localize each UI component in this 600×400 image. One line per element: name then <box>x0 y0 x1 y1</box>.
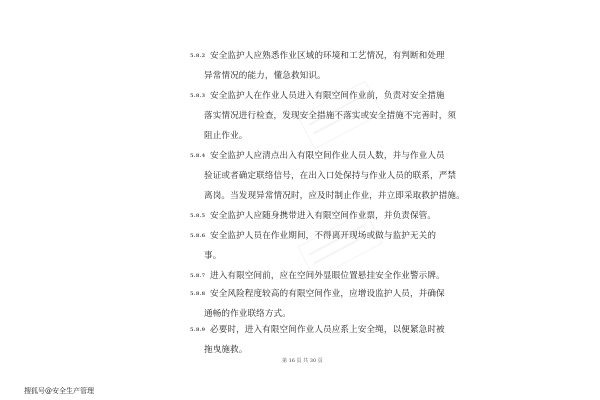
clause-text: 必要时，进入有限空间作业人员应系上安全绳，以便紧急时被 <box>210 325 445 335</box>
clause-text: 通畅的作业联络方式。 <box>204 309 291 319</box>
clause-number: 5.8.6 <box>190 233 206 239</box>
clause-number: 5.8.8 <box>190 291 206 297</box>
clause-text: 事。 <box>204 251 222 261</box>
clause-5-8-8 <box>190 284 445 324</box>
clause-text: 安全监护人员在作业期间，不得离开现场或做与监护无关的 <box>210 231 437 241</box>
clause-text: 验证或者确定联络信号，在出入口处保持与作业人员的联系，严禁 <box>204 171 457 181</box>
clause-5-8-2 <box>190 46 445 86</box>
clause-text: 安全监护人应熟悉作业区域的环境和工艺情况，有判断和处理 <box>210 51 445 61</box>
clause-text: 离岗。当发现异常情况时，应及时制止作业，并立即采取救护措施。 <box>204 191 465 201</box>
clause-number: 5.8.3 <box>190 93 206 99</box>
clause-text: 进入有限空间前，应在空间外显眼位置悬挂安全作业警示牌。 <box>210 271 445 281</box>
clause-number: 5.8.7 <box>190 273 206 279</box>
source-watermark: 搜狐号@安全生产管理 <box>24 387 94 395</box>
clause-text: 安全监护人在作业人员进入有限空间作业前，负责对安全措施 <box>210 91 445 101</box>
clause-text: 安全监护人应清点出入有限空间作业人员人数，并与作业人员 <box>210 151 445 161</box>
clause-number: 5.8.5 <box>190 213 206 219</box>
clause-number: 5.8.2 <box>190 53 206 59</box>
clause-5-8-4 <box>190 146 465 206</box>
clause-text: 安全风险程度较高的有限空间作业，应增设监护人员，并确保 <box>210 289 445 299</box>
clause-text: 落实情况进行检查，发现安全措施不落实或安全措施不完善时，须 <box>204 111 457 121</box>
clause-text: 安全监护人应随身携带进入有限空间作业票，并负责保管。 <box>210 211 437 221</box>
clause-text: 阻止作业。 <box>204 131 248 141</box>
clause-number: 5.8.4 <box>190 153 206 159</box>
clause-text: 拖曳施救。 <box>204 345 248 355</box>
page-number-footer: 第 16 页 共 30 页 <box>282 358 323 364</box>
clause-number: 5.8.9 <box>190 327 206 333</box>
clause-5-8-9 <box>190 320 445 360</box>
clause-5-8-5 <box>190 206 437 226</box>
clause-text: 异常情况的能力，懂急救知识。 <box>204 71 326 81</box>
